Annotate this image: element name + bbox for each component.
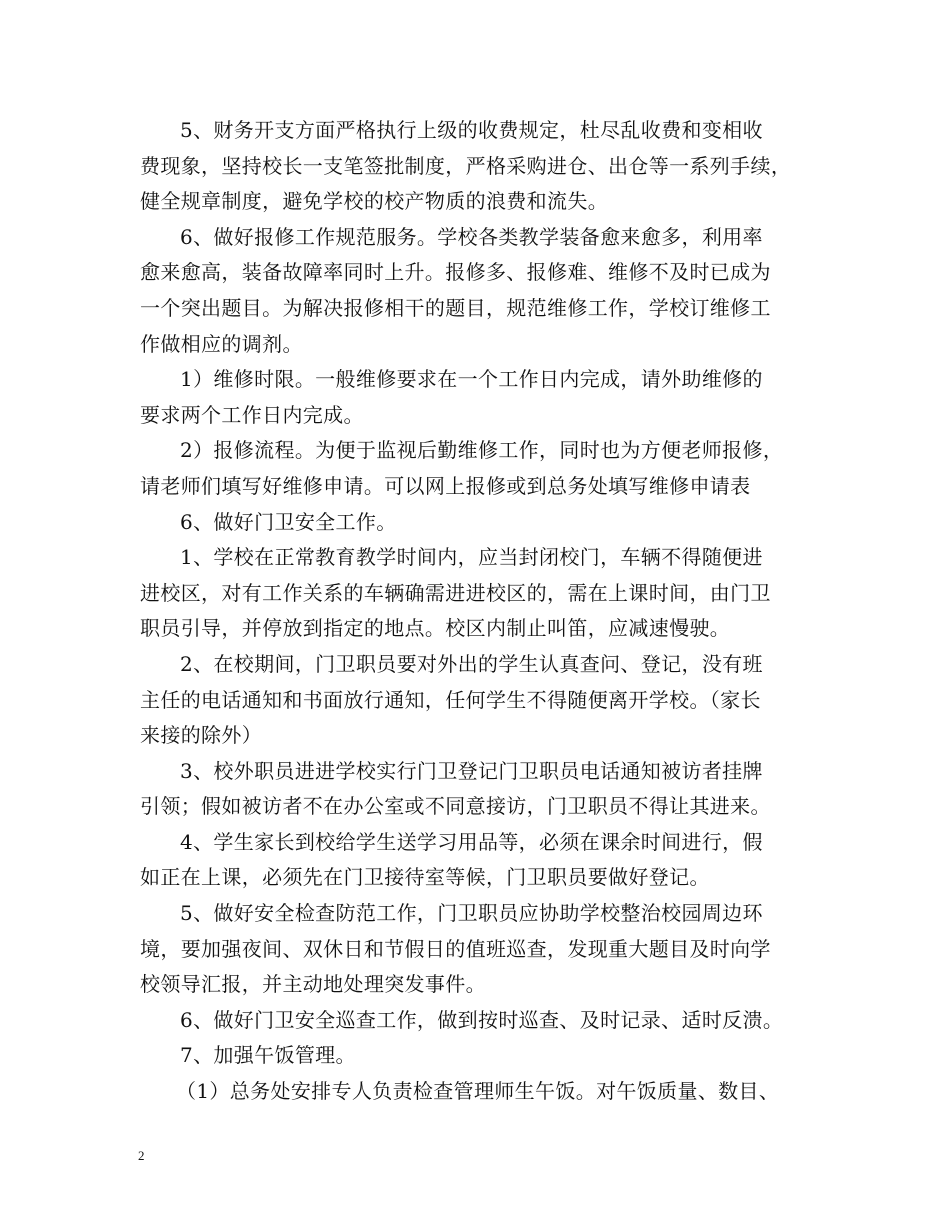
document-body xyxy=(140,113,830,1110)
text-line: 2）报修流程。为便于监视后勤维修工作，同时也为方便老师报修， xyxy=(180,438,784,463)
text-line: 来接的除外） xyxy=(140,723,263,748)
text-line: 引领；假如被访者不在办公室或不同意接访，门卫职员不得让其进来。 xyxy=(140,794,771,819)
text-line: 5、财务开支方面严格执行上级的收费规定，杜尽乱收费和变相收 xyxy=(180,118,763,142)
text-line: 2、在校期间，门卫职员要对外出的学生认真查问、登记，没有班 xyxy=(180,651,763,676)
text-line: 4、学生家长到校给学生送学习用品等，必须在课余时间进行，假 xyxy=(180,829,763,854)
text-line: 如正在上课，必须先在门卫接待室等候，门卫职员要做好登记。 xyxy=(140,865,710,890)
text-line: 校领导汇报，并主动地处理突发事件。 xyxy=(140,972,486,997)
text-line: 愈来愈高，装备故障率同时上升。报修多、报修难、维修不及时已成为 xyxy=(140,260,771,285)
text-line: 6、做好门卫安全巡查工作，做到按时巡查、及时记录、适时反溃。 xyxy=(180,1007,784,1032)
text-line: （1）总务处安排专人负责检查管理师生午饭。对午饭质量、数目、 xyxy=(176,1079,780,1104)
text-line: 一个突出题目。为解决报修相干的题目，规范维修工作，学校订维修工 xyxy=(140,295,771,320)
text-line: 职员引导，并停放到指定的地点。校区内制止叫笛，应减速慢驶。 xyxy=(140,616,731,641)
text-line: 1、学校在正常教育教学时间内，应当封闭校门，车辆不得随便进 xyxy=(180,545,763,570)
text-line: 3、校外职员进进学校实行门卫登记门卫职员电话通知被访者挂牌 xyxy=(180,758,763,783)
text-line: 进校区，对有工作关系的车辆确需进进校区的，需在上课时间，由门卫 xyxy=(140,580,771,605)
text-line: 作做相应的调剂。 xyxy=(140,331,303,356)
text-line: 健全规章制度，避免学校的校产物质的浪费和流失。 xyxy=(140,189,609,214)
text-line: 7、加强午饭管理。 xyxy=(180,1043,356,1068)
text-line: 费现象，坚持校长一支笔签批制度，严格采购进仓、出仓等一系列手续， xyxy=(140,153,792,178)
text-line: 5、做好安全检查防范工作，门卫职员应协助学校整治校园周边环 xyxy=(180,901,763,926)
text-line: 6、做好门卫安全工作。 xyxy=(180,509,397,534)
text-line: 主任的电话通知和书面放行通知，任何学生不得随便离开学校。（家长 xyxy=(140,687,761,712)
text-line: 6、做好报修工作规范服务。学校各类教学装备愈来愈多，利用率 xyxy=(180,224,763,249)
page-number: 2 xyxy=(138,1148,145,1163)
text-line: 1）维修时限。一般维修要求在一个工作日内完成，请外助维修的 xyxy=(180,367,763,392)
text-line: 要求两个工作日内完成。 xyxy=(140,402,364,427)
text-line: 境，要加强夜间、双休日和节假日的值班巡查，发现重大题目及时向学 xyxy=(140,936,771,961)
text-line: 请老师们填写好维修申请。可以网上报修或到总务处填写维修申请表 xyxy=(140,473,751,498)
